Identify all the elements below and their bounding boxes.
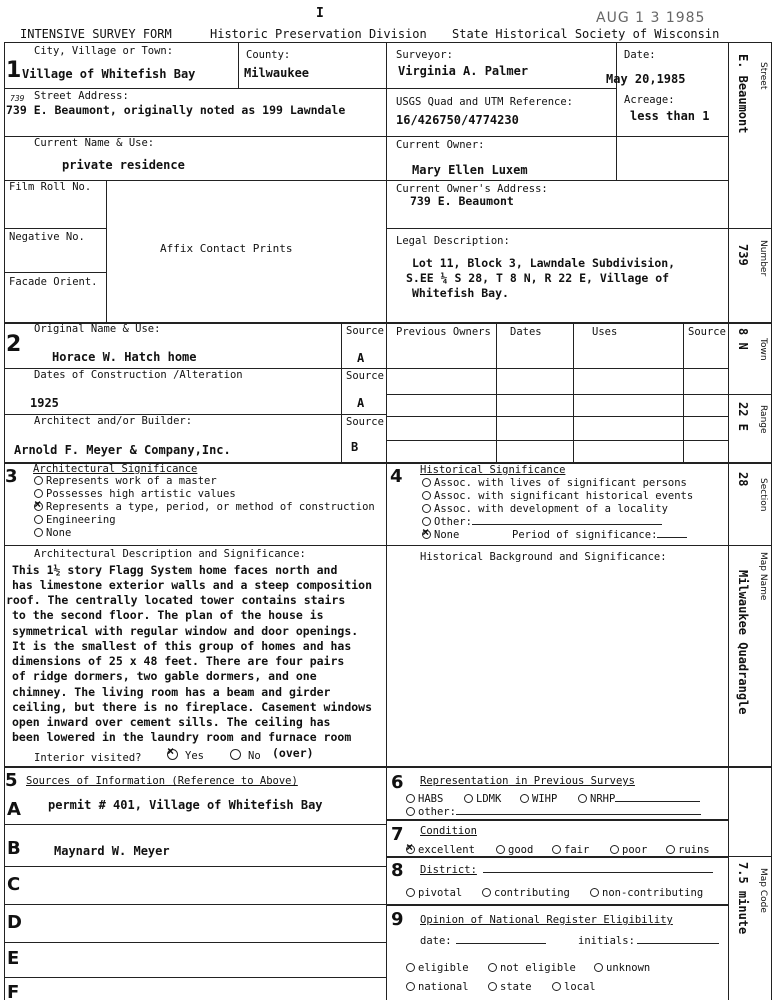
radio-circle[interactable]	[482, 888, 491, 897]
dates-source-value[interactable]: A	[357, 396, 365, 410]
source-a-value[interactable]: permit # 401, Village of Whitefish Bay	[48, 798, 323, 812]
interior-yes-option[interactable]: × Yes	[167, 749, 204, 763]
condition-poor[interactable]: poor	[610, 844, 647, 857]
received-stamp: AUG 1 3 1985	[596, 10, 706, 26]
radio-circle[interactable]	[406, 794, 415, 803]
section-6-number: 6	[391, 772, 404, 793]
sidebar-town-value: 8 N	[736, 328, 750, 350]
radio-circle[interactable]	[594, 963, 603, 972]
arch-option-master[interactable]: Represents work of a master	[34, 475, 217, 488]
radio-circle-checked[interactable]	[406, 845, 415, 854]
section-5-number: 5	[5, 770, 18, 791]
nr-date-field[interactable]: date:	[420, 935, 546, 948]
section-7-number: 7	[391, 824, 404, 845]
source-letter-a: A	[7, 799, 21, 820]
nr-national[interactable]: national	[406, 981, 469, 994]
nr-initials-field[interactable]: initials:	[578, 935, 719, 948]
survey-option-wihp[interactable]: WIHP	[520, 793, 557, 806]
radio-circle[interactable]	[34, 528, 43, 537]
hist-background-label: Historical Background and Significance:	[420, 551, 667, 563]
street-value[interactable]: 739 E. Beaumont, originally noted as 199 Lawndale	[6, 103, 346, 117]
section-1-number: 1	[6, 58, 22, 83]
desc-line-11: open inward over cement sills. The ceiling has	[12, 715, 331, 729]
section-9-number: 9	[391, 909, 404, 930]
period-of-significance[interactable]: Period of significance:	[512, 529, 687, 542]
form-title: INTENSIVE SURVEY FORM	[20, 27, 172, 41]
street-annotation: 739	[10, 94, 25, 103]
arch-source-value[interactable]: B	[351, 440, 359, 454]
nr-not-eligible[interactable]: not eligible	[488, 962, 576, 975]
sidebar-town-label: Town	[758, 338, 768, 361]
section-2-number: 2	[6, 332, 22, 357]
arch-option-artistic[interactable]: Possesses high artistic values	[34, 488, 236, 501]
nr-state[interactable]: state	[488, 981, 532, 994]
desc-line-8: of ridge dormers, two gable dormers, and one	[12, 669, 317, 683]
source-letter-d: D	[7, 912, 22, 933]
radio-circle[interactable]	[578, 794, 587, 803]
radio-circle[interactable]	[488, 963, 497, 972]
legal-line-1[interactable]: Lot 11, Block 3, Lawndale Subdivision,	[412, 256, 676, 270]
condition-excellent[interactable]: ×excellent	[406, 844, 475, 857]
condition-ruins[interactable]: ruins	[666, 844, 710, 857]
sidebar-number-label: Number	[758, 240, 768, 277]
district-contributing[interactable]: contributing	[482, 887, 570, 900]
desc-line-3: roof. The centrally located tower contains stairs	[6, 593, 346, 607]
radio-circle[interactable]	[406, 807, 415, 816]
architect-label: Architect and/or Builder:	[34, 415, 193, 427]
radio-circle[interactable]	[422, 478, 431, 487]
condition-good[interactable]: good	[496, 844, 533, 857]
sidebar-street-label: Street	[758, 62, 768, 90]
sidebar-section-value: 28	[736, 472, 750, 487]
radio-circle[interactable]	[496, 845, 505, 854]
desc-line-7: dimensions of 25 x 48 feet. There are four pairs	[12, 654, 345, 668]
radio-circle[interactable]	[406, 982, 415, 991]
construction-dates-value[interactable]: 1925	[30, 396, 59, 410]
desc-line-1: This 1½ story Flagg System home faces north and	[12, 563, 338, 577]
nr-eligibility-title: Opinion of National Register Eligibility	[420, 914, 673, 926]
hist-option-none[interactable]: ×None	[422, 529, 459, 542]
facade-label: Facade Orient.	[9, 276, 98, 288]
sidebar-mapname-label: Map Name	[758, 552, 768, 601]
source-letter-c: C	[7, 874, 21, 895]
section-3-number: 3	[5, 466, 18, 487]
district-non-contributing[interactable]: non-contributing	[590, 887, 703, 900]
survey-option-other[interactable]: other:	[406, 806, 701, 819]
desc-line-2: has limestone exterior walls and a steep composition	[12, 578, 373, 592]
sidebar-number-value: 739	[736, 244, 750, 266]
desc-line-6: It is the smallest of this group of homes and has	[12, 639, 352, 653]
dates-source-label: Source	[346, 370, 384, 382]
radio-circle[interactable]	[610, 845, 619, 854]
nr-local[interactable]: local	[552, 981, 596, 994]
sidebar-range-value: 22 E	[736, 402, 750, 431]
page-mark: I	[316, 6, 324, 21]
sidebar-street-value: E. Beaumont	[736, 54, 750, 134]
survey-option-ldmk[interactable]: LDMK	[464, 793, 501, 806]
hist-significance-title: Historical Significance	[420, 464, 566, 476]
section-8-number: 8	[391, 860, 404, 881]
county-label: County:	[246, 49, 291, 61]
film-roll-label: Film Roll No.	[9, 181, 92, 193]
previous-dates-header: Dates	[510, 326, 542, 338]
radio-circle[interactable]	[488, 982, 497, 991]
acreage-label: Acreage:	[624, 94, 675, 106]
radio-circle[interactable]	[666, 845, 675, 854]
date-value[interactable]: May 20,1985	[606, 72, 686, 86]
source-letter-e: E	[7, 948, 20, 969]
condition-fair[interactable]: fair	[552, 844, 589, 857]
radio-circle[interactable]	[34, 515, 43, 524]
division-name: Historic Preservation Division	[210, 27, 427, 41]
surveyor-label: Surveyor:	[396, 49, 453, 61]
original-name-value[interactable]: Horace W. Hatch home	[52, 350, 197, 364]
orig-source-value[interactable]: A	[357, 351, 365, 365]
current-owner-label: Current Owner:	[396, 139, 485, 151]
current-owner-value[interactable]: Mary Ellen Luxem	[412, 163, 528, 177]
radio-circle[interactable]	[406, 963, 415, 972]
radio-circle-checked[interactable]	[422, 530, 431, 539]
affix-prints-label: Affix Contact Prints	[160, 242, 293, 255]
hist-option-persons[interactable]: Assoc. with lives of significant persons	[422, 477, 687, 490]
arch-option-engineering[interactable]: Engineering	[34, 514, 116, 527]
radio-circle[interactable]	[406, 888, 415, 897]
radio-circle[interactable]	[520, 794, 529, 803]
previous-uses-header: Uses	[592, 326, 618, 338]
over-note: (over)	[272, 746, 314, 760]
hist-option-other[interactable]: Other:	[422, 516, 662, 529]
radio-circle[interactable]	[464, 794, 473, 803]
source-b-value[interactable]: Maynard W. Meyer	[54, 844, 170, 858]
current-name-label: Current Name & Use:	[34, 137, 155, 149]
acreage-value[interactable]: less than 1	[630, 109, 710, 123]
survey-option-habs[interactable]: HABS	[406, 793, 443, 806]
county-value[interactable]: Milwaukee	[244, 66, 310, 80]
arch-significance-title: Architectural Significance	[33, 463, 198, 475]
legal-line-3[interactable]: Whitefish Bay.	[412, 286, 509, 300]
previous-source-header: Source	[688, 326, 726, 338]
radio-circle[interactable]	[552, 845, 561, 854]
street-label: Street Address:	[34, 90, 129, 102]
architect-value[interactable]: Arnold F. Meyer & Company,Inc.	[14, 443, 231, 457]
district-field[interactable]: District:	[420, 864, 713, 877]
orig-source-label: Source	[346, 325, 384, 337]
original-name-label: Original Name & Use:	[34, 323, 161, 335]
sidebar-section-label: Section	[758, 478, 768, 512]
section-4-number: 4	[390, 466, 403, 487]
city-label: City, Village or Town:	[34, 45, 174, 57]
interior-no-option[interactable]: No	[230, 749, 261, 763]
radio-circle[interactable]	[552, 982, 561, 991]
arch-option-none[interactable]: None	[34, 527, 71, 540]
nr-unknown[interactable]: unknown	[594, 962, 650, 975]
source-letter-b: B	[7, 838, 21, 859]
arch-source-label: Source	[346, 416, 384, 428]
desc-line-10: ceiling, but there is no fireplace. Casement windows	[12, 700, 373, 714]
date-label: Date:	[624, 49, 656, 61]
radio-circle[interactable]	[590, 888, 599, 897]
sidebar-mapcode-value: 7.5 minute	[736, 862, 750, 935]
arch-description-label: Architectural Description and Significance:	[34, 548, 306, 560]
district-pivotal[interactable]: pivotal	[406, 887, 462, 900]
desc-line-12: been lowered in the laundry room and furnace room	[12, 730, 352, 744]
desc-line-5: symmetrical with regular window and door openings.	[12, 624, 359, 638]
survey-option-nrhp[interactable]: NRHP	[578, 793, 700, 806]
nr-eligible[interactable]: eligible	[406, 962, 469, 975]
hist-option-locality[interactable]: Assoc. with development of a locality	[422, 503, 668, 516]
construction-dates-label: Dates of Construction /Alteration	[34, 369, 243, 381]
usgs-value[interactable]: 16/426750/4774230	[396, 113, 519, 127]
usgs-label: USGS Quad and UTM Reference:	[396, 96, 574, 108]
owner-address-value[interactable]: 739 E. Beaumont	[410, 194, 514, 208]
sources-title: Sources of Information (Reference to Above)	[26, 775, 298, 787]
sidebar-mapcode-label: Map Code	[758, 868, 768, 913]
radio-circle[interactable]	[422, 491, 431, 500]
radio-circle-checked[interactable]	[34, 502, 43, 511]
legal-label: Legal Description:	[396, 235, 510, 247]
desc-line-4: to the second floor. The plan of the house is	[12, 608, 324, 622]
sidebar-range-label: Range	[758, 405, 768, 434]
radio-circle-checked[interactable]	[167, 749, 178, 760]
prev-surveys-title: Representation in Previous Surveys	[420, 775, 635, 787]
desc-line-9: chimney. The living room has a beam and girder	[12, 685, 331, 699]
owner-address-label: Current Owner's Address:	[396, 183, 548, 195]
negative-label: Negative No.	[9, 231, 85, 243]
arch-option-type-period[interactable]: ×Represents a type, period, or method of construction	[34, 501, 375, 514]
sidebar-mapname-value: Milwaukee Quadrangle	[736, 570, 750, 715]
radio-circle[interactable]	[34, 476, 43, 485]
radio-circle[interactable]	[230, 749, 241, 760]
previous-owners-header: Previous Owners	[396, 326, 491, 338]
legal-line-2[interactable]: S.EE ¼ S 28, T 8 N, R 22 E, Village of	[406, 271, 670, 285]
surveyor-value[interactable]: Virginia A. Palmer	[398, 64, 529, 78]
radio-circle[interactable]	[422, 504, 431, 513]
source-letter-f: F	[7, 982, 20, 1003]
city-value[interactable]: Village of Whitefish Bay	[22, 67, 196, 81]
current-name-value[interactable]: private residence	[62, 158, 185, 172]
hist-option-events[interactable]: Assoc. with significant historical events	[422, 490, 693, 503]
condition-title: Condition	[420, 825, 477, 837]
interior-visited-label: Interior visited?	[34, 752, 142, 764]
society-name: State Historical Society of Wisconsin	[452, 27, 720, 41]
